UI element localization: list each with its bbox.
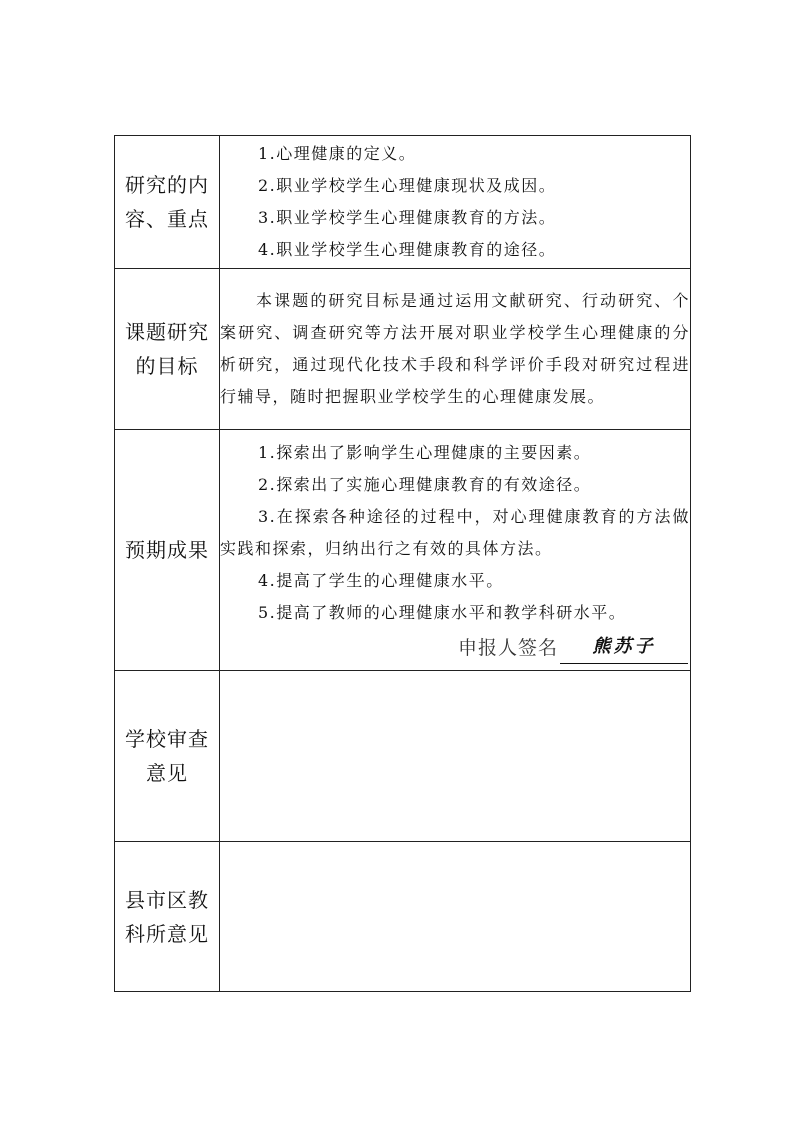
label-line: 预期成果 xyxy=(125,538,209,562)
label-line: 县市区教 xyxy=(125,887,209,912)
content-item: 2.职业学校学生心理健康现状及成因。 xyxy=(258,176,557,195)
content-item: 3.职业学校学生心理健康教育的方法。 xyxy=(258,208,557,227)
research-content-cell xyxy=(220,136,691,269)
result-item: 1.探索出了影响学生心理健康的主要因素。 xyxy=(258,442,592,462)
row-label-expected-results xyxy=(115,430,220,671)
result-item: 2.探索出了实施心理健康教育的有效途径。 xyxy=(258,474,592,494)
label-line: 的目标 xyxy=(135,354,199,378)
research-goal-cell xyxy=(220,269,691,430)
label-line: 研究的内 xyxy=(125,173,209,197)
goal-paragraph: 本课题的研究目标是通过运用文献研究、行动研究、个案研究、调查研究等方法开展对职业学校学生心理健康的分析研究，通过现代化技术手段和科学评价手段对研究过程进行辅导，随时把握职业学校学生的心理健康发展。 xyxy=(220,291,690,406)
result-item: 5.提高了教师的心理健康水平和教学科研水平。 xyxy=(258,602,627,622)
label-line: 学校审查 xyxy=(125,727,209,751)
row-label-county-review xyxy=(115,842,220,992)
school-review-cell xyxy=(220,671,691,842)
content-item: 4.职业学校学生心理健康教育的途径。 xyxy=(258,240,557,259)
handwritten-signature: 熊苏子 xyxy=(592,635,656,657)
form-row-research-goal xyxy=(115,269,691,430)
row-label-research-content xyxy=(115,136,220,269)
form-row-school-review xyxy=(115,671,691,842)
form-row-research-content xyxy=(115,136,691,269)
content-item: 1.心理健康的定义。 xyxy=(258,144,417,163)
label-line: 科所意见 xyxy=(125,921,209,946)
result-item: 4.提高了学生的心理健康水平。 xyxy=(258,570,504,590)
row-label-research-goal xyxy=(115,269,220,430)
county-review-cell xyxy=(220,842,691,992)
label-line: 课题研究 xyxy=(125,320,209,344)
signature-label: 申报人签名 xyxy=(457,636,558,659)
row-label-school-review xyxy=(115,671,220,842)
expected-results-cell xyxy=(220,430,691,671)
label-line: 意见 xyxy=(146,761,188,785)
signature-line xyxy=(560,631,688,664)
form-row-county-review xyxy=(115,842,691,992)
label-line: 容、重点 xyxy=(125,207,209,231)
form-row-expected-results xyxy=(115,430,691,671)
application-form-table xyxy=(114,135,691,992)
signature-row xyxy=(220,631,690,664)
result-item: 3.在探索各种途径的过程中，对心理健康教育的方法做实践和探索，归纳出行之有效的具体方法。 xyxy=(220,506,690,558)
